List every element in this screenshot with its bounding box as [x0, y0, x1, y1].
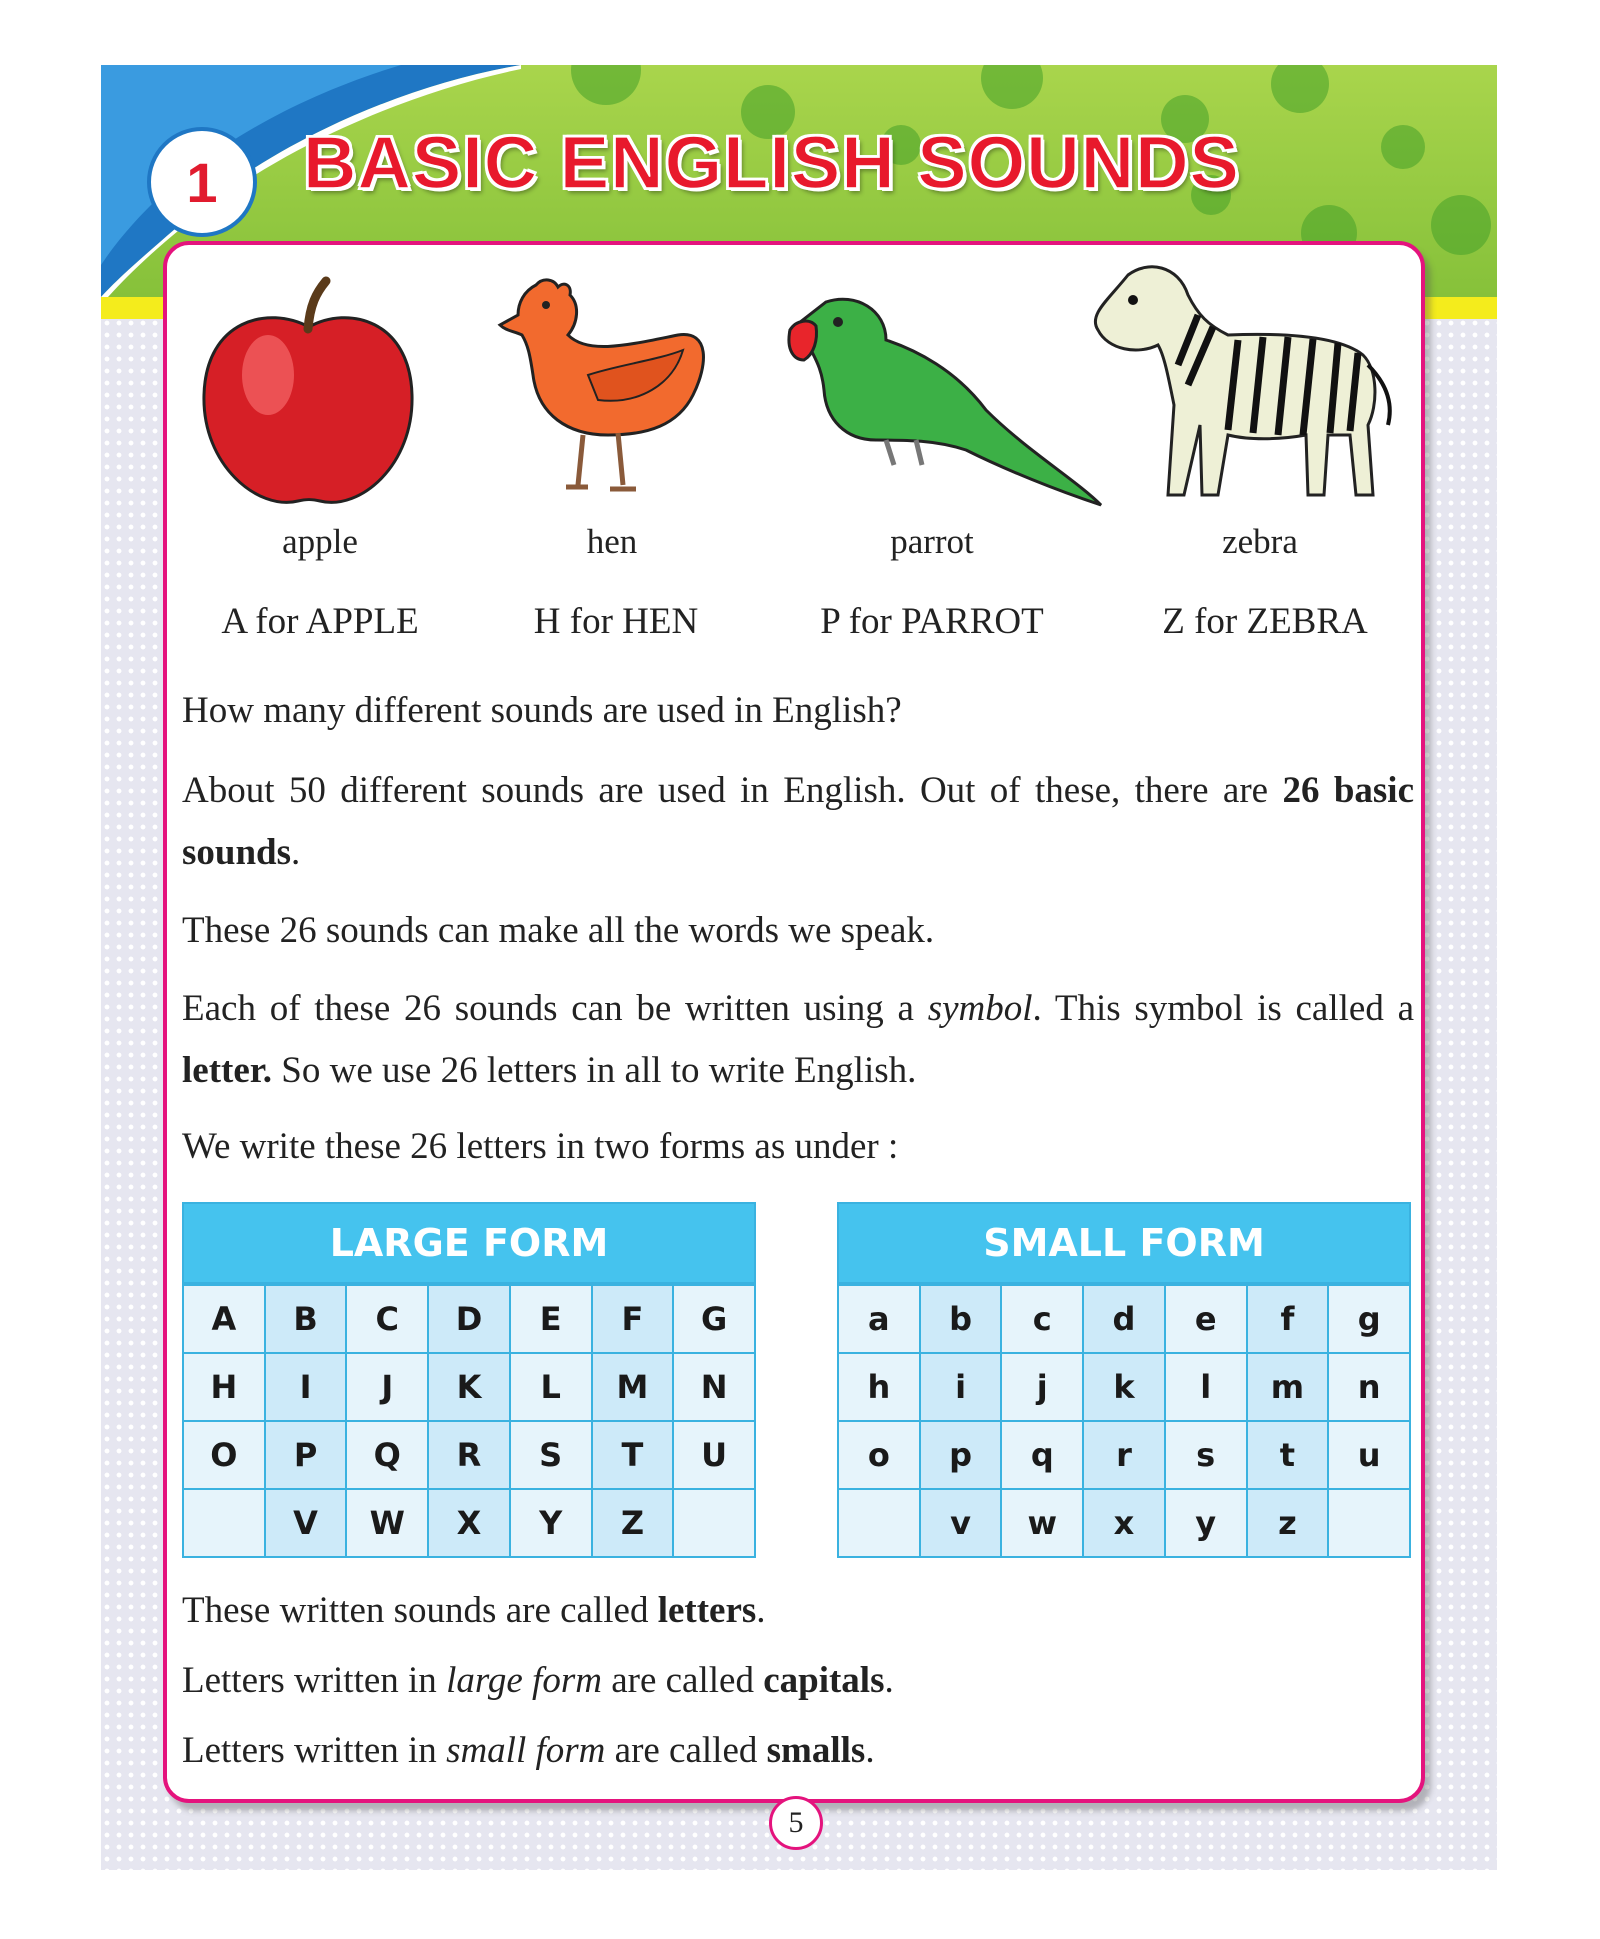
- small-form-letter-cell: c: [1002, 1286, 1084, 1354]
- small-form-letter-cell: u: [1329, 1422, 1411, 1490]
- small-form-letter-cell: l: [1166, 1354, 1248, 1422]
- large-form-letter-cell: S: [511, 1422, 593, 1490]
- small-form-letter-cell: z: [1248, 1490, 1330, 1558]
- large-form-letter-cell: C: [347, 1286, 429, 1354]
- large-form-letter-cell: L: [511, 1354, 593, 1422]
- picture-word-hen: hen: [586, 522, 638, 561]
- large-form-title: LARGE FORM: [182, 1202, 756, 1284]
- small-form-letter-cell: v: [921, 1490, 1003, 1558]
- two-forms-paragraph: We write these 26 letters in two forms as under :: [182, 1126, 899, 1167]
- large-form-letter-cell: [184, 1490, 266, 1558]
- large-form-letter-cell: W: [347, 1490, 429, 1558]
- picture-word-zebra: zebra: [1222, 522, 1298, 561]
- large-form-letter-cell: [674, 1490, 756, 1558]
- chapter-title: BASIC ENGLISH SOUNDS: [303, 121, 1240, 204]
- large-form-letter-cell: B: [266, 1286, 348, 1354]
- phrase-apple: A for APPLE: [221, 601, 419, 642]
- smalls-paragraph: Letters written in small form are called smalls.: [182, 1730, 875, 1771]
- phrase-parrot: P for PARROT: [820, 601, 1044, 642]
- letters-paragraph: These written sounds are called letters.: [182, 1590, 766, 1631]
- page-number: 5: [769, 1796, 823, 1850]
- small-form-letter-cell: x: [1084, 1490, 1166, 1558]
- small-form-letter-cell: w: [1002, 1490, 1084, 1558]
- phrase-hen: H for HEN: [533, 601, 699, 642]
- small-form-letter-cell: g: [1329, 1286, 1411, 1354]
- apple-icon: [198, 275, 420, 513]
- large-form-table: [182, 1202, 756, 1558]
- large-form-letter-cell: D: [429, 1286, 511, 1354]
- large-form-letter-cell: E: [511, 1286, 593, 1354]
- large-form-letter-cell: V: [266, 1490, 348, 1558]
- capitals-paragraph: Letters written in large form are called capitals.: [182, 1660, 894, 1701]
- small-form-letter-cell: y: [1166, 1490, 1248, 1558]
- large-form-grid: [182, 1284, 756, 1558]
- small-form-letter-cell: h: [839, 1354, 921, 1422]
- large-form-letter-cell: R: [429, 1422, 511, 1490]
- large-form-letter-cell: Z: [593, 1490, 675, 1558]
- phrase-zebra: Z for ZEBRA: [1162, 601, 1368, 642]
- small-form-letter-cell: b: [921, 1286, 1003, 1354]
- hen-icon: [488, 275, 718, 515]
- large-form-letter-cell: Y: [511, 1490, 593, 1558]
- small-form-letter-cell: a: [839, 1286, 921, 1354]
- large-form-letter-cell: J: [347, 1354, 429, 1422]
- small-form-letter-cell: n: [1329, 1354, 1411, 1422]
- large-form-letter-cell: G: [674, 1286, 756, 1354]
- small-form-letter-cell: t: [1248, 1422, 1330, 1490]
- sounds-paragraph: About 50 different sounds are used in English. Out of these, there are 26 basic sounds.: [182, 770, 1414, 873]
- large-form-letter-cell: X: [429, 1490, 511, 1558]
- large-form-letter-cell: U: [674, 1422, 756, 1490]
- small-form-grid: [837, 1284, 1411, 1558]
- small-form-table: [837, 1202, 1411, 1558]
- parrot-icon: [776, 290, 1106, 515]
- large-form-letter-cell: P: [266, 1422, 348, 1490]
- small-form-letter-cell: [1329, 1490, 1411, 1558]
- small-form-letter-cell: f: [1248, 1286, 1330, 1354]
- large-form-letter-cell: O: [184, 1422, 266, 1490]
- small-form-letter-cell: s: [1166, 1422, 1248, 1490]
- small-form-letter-cell: e: [1166, 1286, 1248, 1354]
- large-form-letter-cell: K: [429, 1354, 511, 1422]
- small-form-letter-cell: m: [1248, 1354, 1330, 1422]
- small-form-letter-cell: d: [1084, 1286, 1166, 1354]
- large-form-letter-cell: Q: [347, 1422, 429, 1490]
- large-form-letter-cell: N: [674, 1354, 756, 1422]
- small-form-letter-cell: r: [1084, 1422, 1166, 1490]
- small-form-title: SMALL FORM: [837, 1202, 1411, 1284]
- small-form-letter-cell: i: [921, 1354, 1003, 1422]
- large-form-letter-cell: M: [593, 1354, 675, 1422]
- picture-word-parrot: parrot: [890, 522, 974, 561]
- small-form-letter-cell: o: [839, 1422, 921, 1490]
- question-paragraph: How many different sounds are used in English?: [182, 690, 902, 731]
- picture-word-apple: apple: [282, 522, 358, 561]
- small-form-letter-cell: [839, 1490, 921, 1558]
- small-form-letter-cell: j: [1002, 1354, 1084, 1422]
- small-form-letter-cell: k: [1084, 1354, 1166, 1422]
- small-form-letter-cell: q: [1002, 1422, 1084, 1490]
- large-form-letter-cell: T: [593, 1422, 675, 1490]
- words-paragraph: These 26 sounds can make all the words we speak.: [182, 910, 935, 951]
- large-form-letter-cell: F: [593, 1286, 675, 1354]
- zebra-icon: [1088, 255, 1400, 505]
- large-form-letter-cell: I: [266, 1354, 348, 1422]
- large-form-letter-cell: H: [184, 1354, 266, 1422]
- large-form-letter-cell: A: [184, 1286, 266, 1354]
- chapter-number-badge: 1: [147, 127, 257, 237]
- small-form-letter-cell: p: [921, 1422, 1003, 1490]
- symbol-paragraph: Each of these 26 sounds can be written using a symbol. This symbol is called a letter. So we use 26 letters in all to write English.: [182, 988, 1414, 1091]
